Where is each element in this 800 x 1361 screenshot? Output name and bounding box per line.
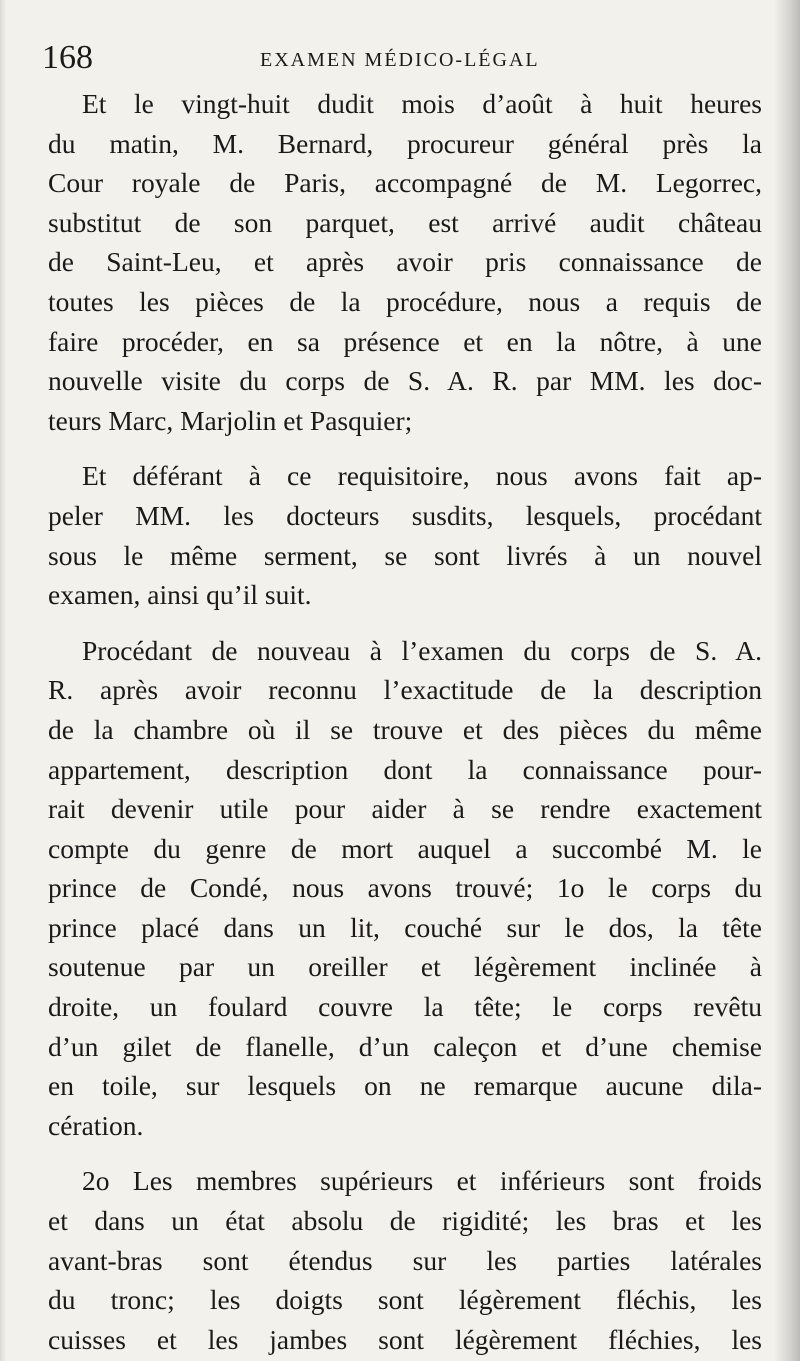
gutter-shadow <box>774 0 800 1361</box>
text-line: Procédant de nouveau à l’examen du corps de S. A. <box>82 634 762 666</box>
body-text <box>48 84 762 1361</box>
page-number: 168 <box>42 39 93 76</box>
paragraph-3 <box>48 631 762 1146</box>
text-line: toutes les pièces de la procédure, nous a requis de <box>48 285 762 317</box>
text-line: appartement, description dont la connaissance pour- <box>48 753 762 785</box>
text-line: faire procéder, en sa présence et en la nôtre, à une <box>48 325 762 357</box>
text-line: Cour royale de Paris, accompagné de M. Legorrec, <box>48 167 762 199</box>
text-line: du matin, M. Bernard, procureur général près la <box>48 127 762 159</box>
text-line: cération. <box>48 1109 144 1141</box>
text-line: avant-bras sont étendus sur les parties latérales <box>48 1244 762 1276</box>
text-line: examen, ainsi qu’il suit. <box>48 579 312 611</box>
paragraph-1 <box>48 84 762 440</box>
text-line: prince placé dans un lit, couché sur le dos, la tête <box>48 911 762 943</box>
text-line: en toile, sur lesquels on ne remarque aucune dila- <box>48 1070 762 1102</box>
text-line: et dans un état absolu de rigidité; les bras et les <box>48 1205 762 1237</box>
paragraph-2 <box>48 456 762 614</box>
text-line: R. après avoir reconnu l’exactitude de la description <box>48 674 762 706</box>
text-line: Et le vingt-huit dudit mois d’août à huit heures <box>82 88 762 119</box>
text-line: d’un gilet de flanelle, d’un caleçon et d’une chemise <box>48 1030 762 1062</box>
text-line: de Saint-Leu, et après avoir pris connaissance de <box>48 246 762 278</box>
text-line: peler MM. les docteurs susdits, lesquels, procédant <box>48 499 762 531</box>
text-line: soutenue par un oreiller et légèrement inclinée à <box>48 951 762 983</box>
running-head: EXAMEN MÉDICO-LÉGAL <box>260 49 540 71</box>
text-line: sous le même serment, se sont livrés à un nouvel <box>48 539 762 571</box>
text-line: du tronc; les doigts sont légèrement fléchis, les <box>48 1284 762 1316</box>
text-line: de la chambre où il se trouve et des pièces du même <box>48 713 762 745</box>
paragraph-4 <box>48 1161 762 1359</box>
text-line: substitut de son parquet, est arrivé audit château <box>48 206 762 238</box>
text-line: prince de Condé, nous avons trouvé; 1o le corps du <box>48 872 762 904</box>
text-line: cuisses et les jambes sont légèrement fléchies, les <box>48 1323 762 1355</box>
text-line: Et déférant à ce requisitoire, nous avons fait ap- <box>82 460 762 492</box>
text-line: droite, un foulard couvre la tête; le corps revêtu <box>48 991 762 1023</box>
text-line: 2o Les membres supérieurs et inférieurs sont froids <box>82 1165 762 1197</box>
text-line: rait devenir utile pour aider à se rendre exactement <box>48 793 762 825</box>
page-header <box>42 38 764 78</box>
text-line: compte du genre de mort auquel a succombé M. le <box>48 832 762 864</box>
text-line: teurs Marc, Marjolin et Pasquier; <box>48 404 413 436</box>
text-line: nouvelle visite du corps de S. A. R. par MM. les doc- <box>48 365 762 397</box>
page-left-edge <box>0 0 6 1361</box>
